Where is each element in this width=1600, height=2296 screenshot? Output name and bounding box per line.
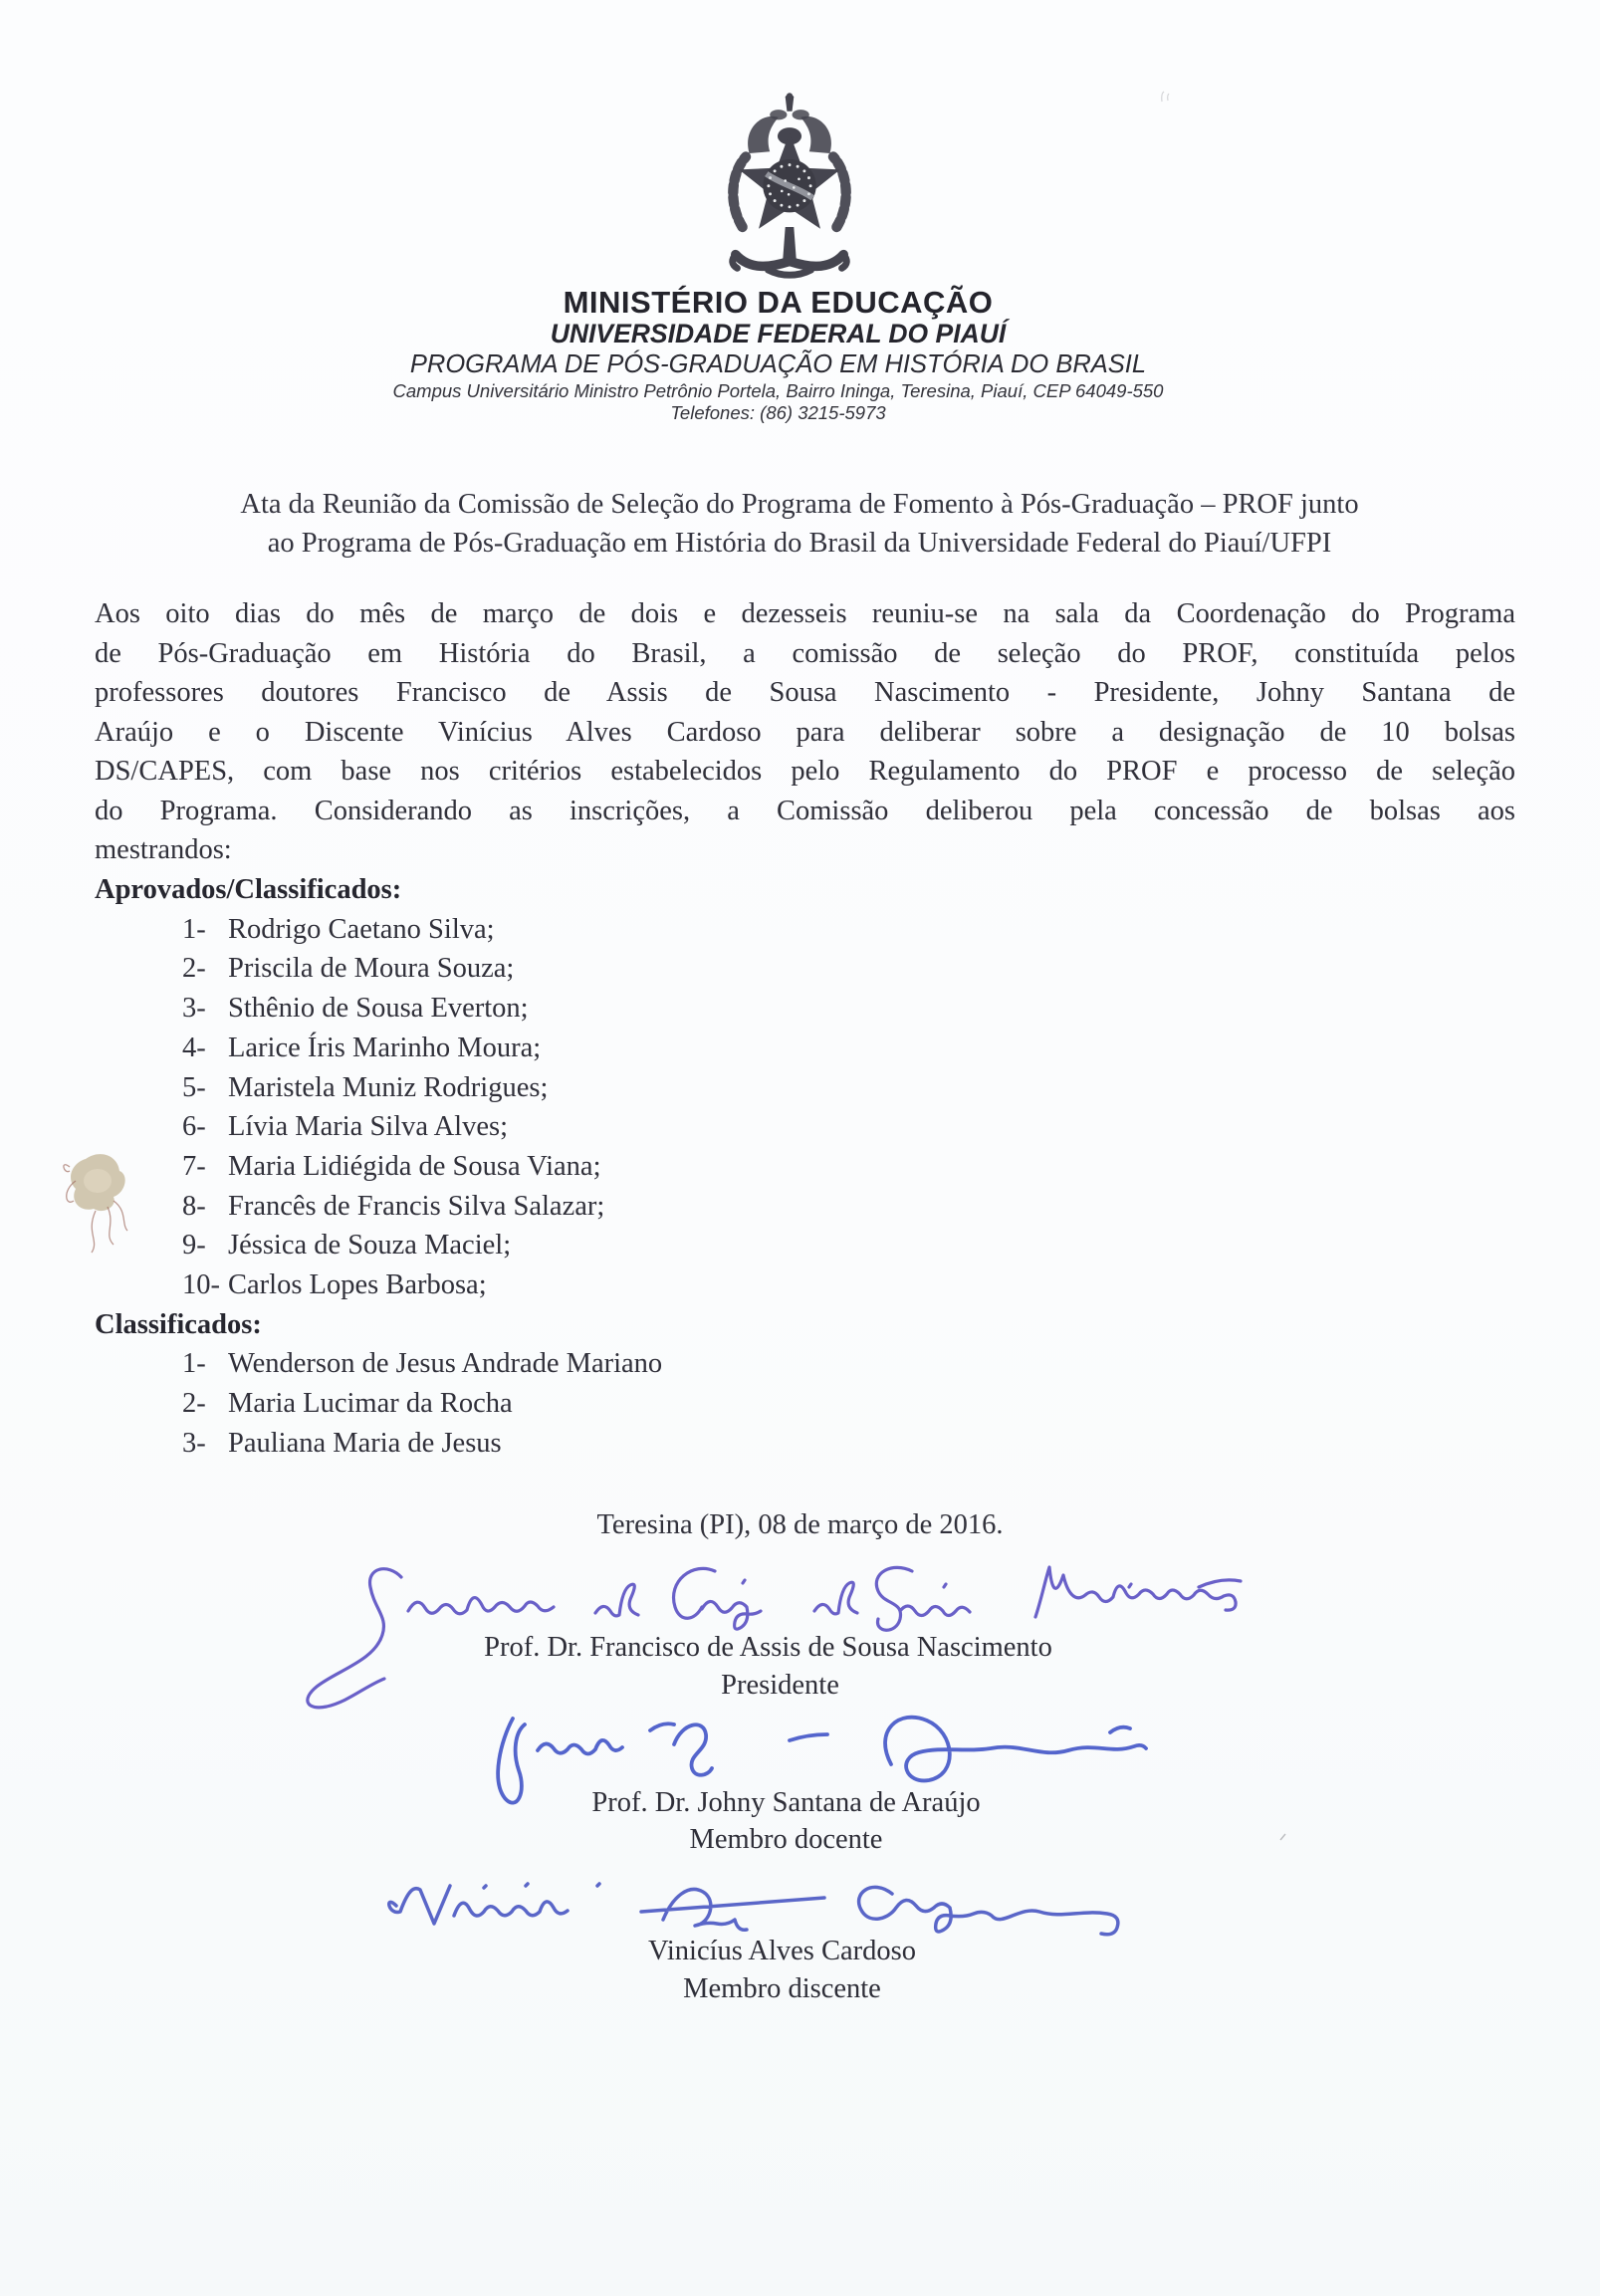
list-item-number: 3- <box>182 1427 206 1459</box>
signer-role: Membro discente <box>683 1973 881 2004</box>
printed-name: Prof. Dr. Johny Santana de Araújo <box>591 1787 981 1818</box>
printed-name: Vinicíus Alves Cardoso <box>647 1936 917 1966</box>
brazil-coat-of-arms-icon <box>713 92 866 289</box>
body-line: Araújo e o Discente Vinícius Alves Cardoso para deliberar sobre a designação de 10 bolsas <box>95 716 1515 748</box>
list-item-name: Larice Íris Marinho Moura; <box>228 1032 542 1063</box>
scan-speck <box>1278 1832 1288 1842</box>
list-item-number: 8- <box>182 1190 206 1222</box>
approved-list <box>95 910 1515 1305</box>
body-paragraph <box>95 594 1515 870</box>
signature-ink-vinicius <box>374 1872 1235 1940</box>
list-item-number: 6- <box>182 1111 206 1143</box>
ministry-name: MINISTÉRIO DA EDUCAÇÃO <box>563 285 994 320</box>
list-item-number: 1- <box>182 913 206 945</box>
university-name: UNIVERSIDADE FEDERAL DO PIAUÍ <box>550 319 1007 348</box>
classified-heading: Classificados: <box>95 1308 262 1340</box>
list-item-number: 4- <box>182 1032 206 1063</box>
list-item <box>95 1068 1515 1108</box>
list-item-name: Jéssica de Souza Maciel; <box>228 1230 512 1262</box>
list-item <box>95 1107 1515 1147</box>
list-item-name: Maria Lidiégida de Sousa Viana; <box>228 1150 601 1182</box>
document-title <box>103 485 1496 563</box>
results-lists <box>95 870 1515 1464</box>
list-item-name: Carlos Lopes Barbosa; <box>228 1269 487 1301</box>
title-line: Ata da Reunião da Comissão de Seleção do Programa de Fomento à Pós-Graduação – PROF junto <box>240 489 1359 520</box>
body-line: professores doutores Francisco de Assis de Sousa Nascimento - Presidente, Johny Santana de <box>95 677 1515 708</box>
list-item <box>95 1384 1515 1424</box>
campus-address: Campus Universitário Ministro Petrônio Portela, Bairro Ininga, Teresina, Piauí, CEP 64049-550 <box>392 380 1164 401</box>
classified-list <box>95 1344 1515 1463</box>
approved-heading: Aprovados/Classificados: <box>95 874 402 905</box>
program-name: PROGRAMA DE PÓS-GRADUAÇÃO EM HISTÓRIA DO BRASIL <box>409 350 1147 378</box>
list-item-name: Rodrigo Caetano Silva; <box>228 913 495 945</box>
list-item-number: 7- <box>182 1150 206 1182</box>
list-item-name: Maristela Muniz Rodrigues; <box>228 1071 549 1103</box>
list-item-number: 9- <box>182 1230 206 1262</box>
body-line: de Pós-Graduação em História do Brasil, a comissão de seleção do PROF, constituída pelos <box>95 637 1515 669</box>
body-line: mestrandos: <box>95 834 232 865</box>
list-item-name: Pauliana Maria de Jesus <box>228 1427 502 1459</box>
list-item-name: Wenderson de Jesus Andrade Mariano <box>228 1348 663 1380</box>
list-item-name: Lívia Maria Silva Alves; <box>228 1111 508 1143</box>
scan-speck <box>1159 90 1171 104</box>
list-item <box>95 989 1515 1029</box>
list-item-name: Sthênio de Sousa Everton; <box>228 993 529 1025</box>
signer-role: Presidente <box>721 1670 839 1701</box>
phone-line: Telefones: (86) 3215-5973 <box>670 402 886 423</box>
signer-role: Membro docente <box>689 1824 883 1855</box>
list-item <box>95 1424 1515 1464</box>
date-line: Teresina (PI), 08 de março de 2016. <box>596 1509 1004 1540</box>
list-item-number: 2- <box>182 1388 206 1420</box>
list-item-number: 3- <box>182 993 206 1025</box>
list-item <box>95 1187 1515 1227</box>
list-item-name: Francês de Francis Silva Salazar; <box>228 1190 605 1222</box>
list-item-name: Maria Lucimar da Rocha <box>228 1388 513 1420</box>
list-item-number: 10- <box>182 1269 220 1301</box>
list-item <box>95 1147 1515 1187</box>
list-item-name: Priscila de Moura Souza; <box>228 953 515 985</box>
list-item-number: 1- <box>182 1348 206 1380</box>
list-item <box>95 1344 1515 1384</box>
printed-name: Prof. Dr. Francisco de Assis de Sousa Nascimento <box>484 1632 1052 1663</box>
list-item <box>95 1226 1515 1265</box>
body-line: do Programa. Considerando as inscrições, a Comissão deliberou pela concessão de bolsas aos <box>95 795 1515 826</box>
list-item <box>95 910 1515 950</box>
paper-stain <box>56 1141 141 1263</box>
list-item-number: 5- <box>182 1071 206 1103</box>
list-item <box>95 1265 1515 1305</box>
list-item-number: 2- <box>182 953 206 985</box>
title-line: ao Programa de Pós-Graduação em História do Brasil da Universidade Federal do Piauí/UFPI <box>267 528 1332 559</box>
list-item <box>95 1029 1515 1068</box>
body-line: DS/CAPES, com base nos critérios estabelecidos pelo Regulamento do PROF e processo de seleção <box>95 756 1515 787</box>
list-item <box>95 949 1515 989</box>
body-line: Aos oito dias do mês de março de dois e dezesseis reuniu-se na sala da Coordenação do Programa <box>95 598 1515 629</box>
